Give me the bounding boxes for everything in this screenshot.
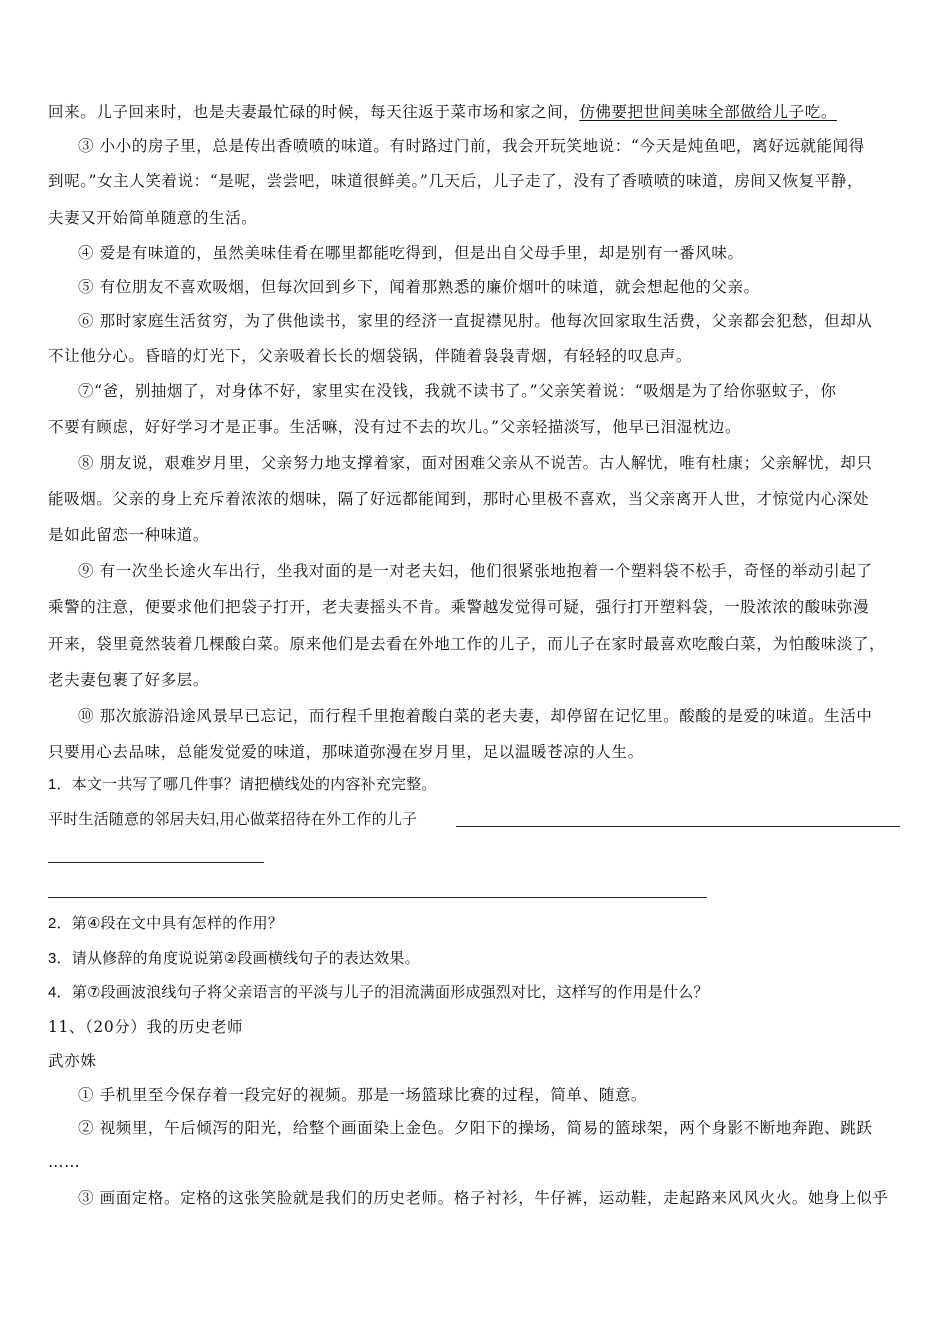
section-11-paragraph-2-line-1: ② 视频里，午后倾泻的阳光，给整个画面染上金色。夕阳下的操场，简易的篮球架，两个身影不断地奔跑、跳跃 <box>78 1119 873 1137</box>
answer-blank-line-1[interactable] <box>456 826 900 827</box>
paragraph-9-line-4: 老夫妻包裹了好多层。 <box>48 671 210 689</box>
paragraph-3-line-1: ③ 小小的房子里，总是传出香喷喷的味道。有时路过门前，我会开玩笑地说：“今天是炖鱼吧，离好远就能闻得 <box>78 137 865 155</box>
paragraph-10-line-1: ⑩ 那次旅游沿途风景早已忘记，而行程千里抱着酸白菜的老夫妻，却停留在记忆里。酸酸的是爱的味道。生活中 <box>78 707 873 725</box>
section-11-heading: 11、（20分）我的历史老师 <box>48 1018 244 1036</box>
section-11-paragraph-3-line-1: ③ 画面定格。定格的这张笑脸就是我们的历史老师。格子衬衫，牛仔裤，运动鞋，走起路来风风火火。她身上似乎 <box>78 1189 889 1207</box>
question-4: 4．第⑦段画波浪线句子将父亲语言的平淡与儿子的泪流满面形成强烈对比，这样写的作用是什么？ <box>48 984 709 1001</box>
paragraph-7-line-1: ⑦“爸，别抽烟了，对身体不好，家里实在没钱，我就不读书了。”父亲笑着说：“吸烟是为了给你驱蚊子，你 <box>78 382 837 400</box>
question-1-answer-prefix: 平时生活随意的邻居夫妇,用心做菜招待在外工作的儿子 <box>48 811 418 828</box>
paragraph-4: ④ 爱是有味道的，虽然美味佳肴在哪里都能吃得到，但是出自父母手里，却是别有一番风味。 <box>78 244 744 262</box>
paragraph-6-line-2: 不让他分心。昏暗的灯光下，父亲吸着长长的烟袋锅，伴随着袅袅青烟，有轻轻的叹息声。 <box>48 347 693 365</box>
question-3: 3．请从修辞的角度说说第②段画横线句子的表达效果。 <box>48 950 420 967</box>
paragraph-8-line-1: ⑧ 朋友说，艰难岁月里，父亲努力地支撑着家，面对困难父亲从不说苦。古人解忧，唯有杜康；父亲解忧，却只 <box>78 454 873 472</box>
answer-blank-line-3[interactable] <box>48 897 707 898</box>
paragraph-3-line-3: 夫妻又开始简单随意的生活。 <box>48 209 258 227</box>
paragraph-7-line-2: 不要有顾虑，好好学习才是正事。生活嘛，没有过不去的坎儿。”父亲轻描淡写，他早已泪湿枕边。 <box>48 418 742 436</box>
paragraph-10-line-2: 只要用心去品味，总能发觉爱的味道，那味道弥漫在岁月里，足以温暖苍凉的人生。 <box>48 743 644 761</box>
paragraph-3-line-2: 到呢。”女主人笑着说：“是呢，尝尝吧，味道很鲜美。”几天后，儿子走了，没有了香喷喷的味道，房间又恢复平静， <box>48 172 864 190</box>
paragraph-5: ⑤ 有位朋友不喜欢吸烟，但每次回到乡下，闻着那熟悉的廉价烟叶的味道，就会想起他的父亲。 <box>78 278 760 296</box>
section-11-author: 武亦姝 <box>48 1052 97 1070</box>
paragraph-2-tail <box>48 102 908 122</box>
question-1: 1．本文一共写了哪几件事？请把横线处的内容补充完整。 <box>48 776 437 793</box>
section-11-paragraph-2-ellipsis: …… <box>48 1153 81 1171</box>
question-2: 2．第④段在文中具有怎样的作用？ <box>48 915 283 932</box>
section-11-paragraph-1: ① 手机里至今保存着一段完好的视频。那是一场篮球比赛的过程，简单、随意。 <box>78 1086 648 1104</box>
paragraph-8-line-3: 是如此留恋一种味道。 <box>48 526 210 544</box>
answer-blank-line-2[interactable] <box>48 862 264 863</box>
paragraph-6-line-1: ⑥ 那时家庭生活贫穷，为了供他读书，家里的经济一直捉襟见肘。他每次回家取生活费，父亲都会犯愁，但却从 <box>78 312 873 330</box>
paragraph-8-line-2: 能吸烟。父亲的身上充斥着浓浓的烟味，隔了好远都能闻到，那时心里极不喜欢，当父亲离开人世，才惊觉内心深处 <box>48 490 870 508</box>
underlined-sentence: 仿佛要把世间美味全部做给儿子吃。 <box>579 103 837 121</box>
paragraph-9-line-3: 开来，袋里竟然装着几棵酸白菜。原来他们是去看在外地工作的儿子，而儿子在家时最喜欢吃酸白菜，为怕酸味淡了， <box>48 635 886 653</box>
paragraph-2-text: 回来。儿子回来时，也是夫妻最忙碌的时候，每天往返于菜市场和家之间， <box>48 103 580 121</box>
paragraph-9-line-1: ⑨ 有一次坐长途火车出行，坐我对面的是一对老夫妇，他们很紧张地抱着一个塑料袋不松手，奇怪的举动引起了 <box>78 562 873 580</box>
paragraph-9-line-2: 乘警的注意，便要求他们把袋子打开，老夫妻摇头不肯。乘警越发觉得可疑，强行打开塑料袋，一股浓浓的酸味弥漫 <box>48 598 870 616</box>
